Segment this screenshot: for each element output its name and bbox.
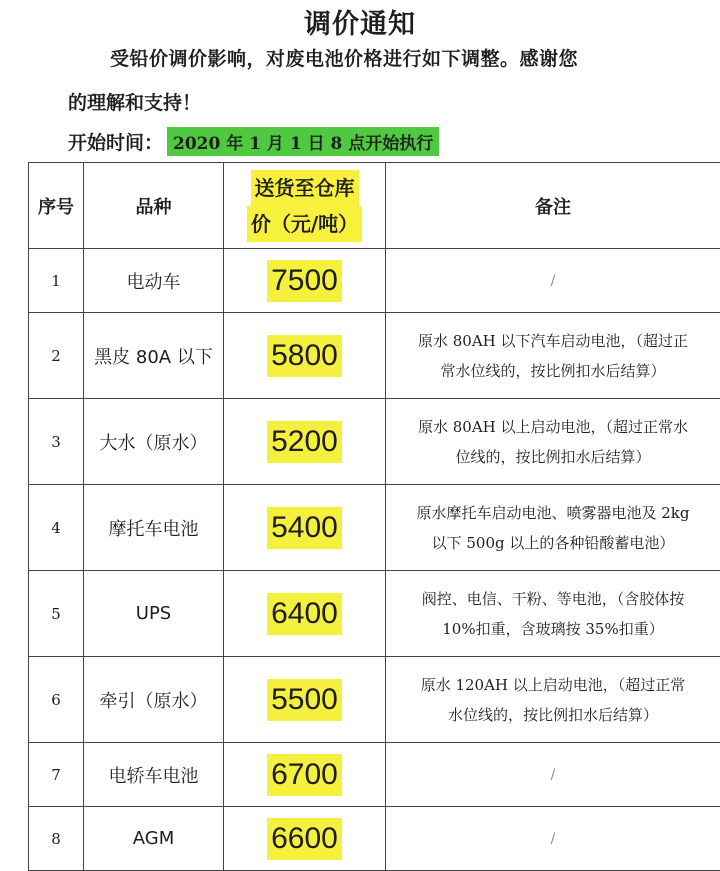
row-note [386, 313, 720, 399]
row-seq: 8 [29, 807, 84, 871]
table-header-row [29, 163, 720, 249]
row-price: 5400 [267, 507, 342, 549]
header-price-line-2: 价（元/吨） [247, 206, 362, 242]
row-variety: 电动车 [84, 249, 224, 313]
row-price-cell [224, 571, 386, 657]
row-note-line: 10%扣重，含玻璃按 35%扣重） [386, 614, 720, 644]
row-note [386, 249, 720, 313]
row-note-line: 原水摩托车启动电池、喷雾器电池及 2kg [386, 498, 720, 528]
row-price: 6700 [267, 754, 342, 796]
header-price [224, 163, 386, 249]
table-row [29, 313, 720, 399]
row-variety: AGM [84, 807, 224, 871]
row-price: 6600 [267, 818, 342, 860]
row-price: 7500 [267, 260, 342, 302]
header-seq: 序号 [29, 163, 84, 249]
start-time-row [68, 127, 439, 156]
start-time-value: 2020 年 1 月 1 日 8 点开始执行 [167, 127, 439, 156]
header-note: 备注 [386, 163, 720, 249]
table-row [29, 249, 720, 313]
row-price: 5200 [267, 421, 342, 463]
start-time-label: 开始时间： [68, 128, 163, 155]
row-price: 5500 [267, 679, 342, 721]
header-variety: 品种 [84, 163, 224, 249]
row-price-cell [224, 313, 386, 399]
row-variety: 大水（原水） [84, 399, 224, 485]
row-price-cell [224, 743, 386, 807]
row-note [386, 743, 720, 807]
row-seq: 1 [29, 249, 84, 313]
row-price-cell [224, 249, 386, 313]
row-variety: 牵引（原水） [84, 657, 224, 743]
row-variety: 电轿车电池 [84, 743, 224, 807]
row-note-line: / [386, 824, 720, 854]
price-table [28, 162, 720, 871]
row-note-line: 阀控、电信、干粉、等电池，（含胶体按 [386, 584, 720, 614]
row-note-line: 原水 80AH 以上启动电池，（超过正常水 [386, 412, 720, 442]
table-row [29, 571, 720, 657]
row-note [386, 571, 720, 657]
row-price-cell [224, 399, 386, 485]
row-note-line: / [386, 760, 720, 790]
intro-line-1: 受铅价调价影响，对废电池价格进行如下调整。感谢您 [110, 44, 578, 71]
row-price: 5800 [267, 335, 342, 377]
row-variety: UPS [84, 571, 224, 657]
row-seq: 6 [29, 657, 84, 743]
row-note-line: 以下 500g 以上的各种铅酸蓄电池） [386, 528, 720, 558]
row-seq: 5 [29, 571, 84, 657]
table-body [29, 249, 720, 871]
row-note-line: / [386, 266, 720, 296]
notice-title: 调价通知 [0, 2, 720, 41]
header-price-line-1: 送货至仓库 [251, 170, 359, 206]
table-row [29, 485, 720, 571]
row-note-line: 水位线的，按比例扣水后结算） [386, 700, 720, 730]
row-note-line: 常水位线的，按比例扣水后结算） [386, 356, 720, 386]
row-note [386, 485, 720, 571]
row-variety: 摩托车电池 [84, 485, 224, 571]
table-row [29, 657, 720, 743]
row-note [386, 399, 720, 485]
row-price: 6400 [267, 593, 342, 635]
table-row [29, 399, 720, 485]
table-row [29, 743, 720, 807]
row-note [386, 657, 720, 743]
row-note-line: 原水 80AH 以下汽车启动电池，（超过正 [386, 326, 720, 356]
row-note-line: 原水 120AH 以上启动电池，（超过正常 [386, 670, 720, 700]
row-seq: 4 [29, 485, 84, 571]
row-note-line: 位线的，按比例扣水后结算） [386, 442, 720, 472]
row-variety: 黑皮 80A 以下 [84, 313, 224, 399]
row-seq: 2 [29, 313, 84, 399]
row-seq: 7 [29, 743, 84, 807]
intro-line-2: 的理解和支持！ [68, 88, 201, 115]
row-seq: 3 [29, 399, 84, 485]
row-price-cell [224, 657, 386, 743]
row-price-cell [224, 485, 386, 571]
